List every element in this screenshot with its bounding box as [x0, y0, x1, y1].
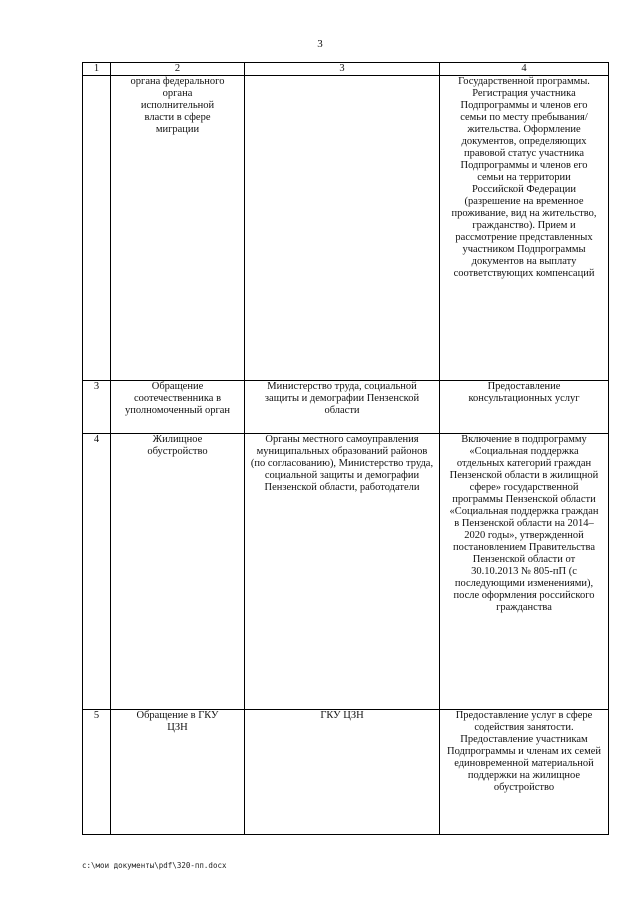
stage-cell: [111, 710, 245, 835]
table-header-row: [83, 63, 609, 76]
header-cell-2: 2: [111, 63, 245, 76]
row-number: 4: [83, 434, 111, 710]
stage-text: органа федерального органа исполнительной власти в сфере миграции: [130, 76, 225, 135]
stage-text: Обращение в ГКУ ЦЗН: [136, 710, 219, 733]
table-row: [83, 76, 609, 381]
stage-text: Жилищное обустройство: [147, 434, 208, 457]
stage-cell: [111, 76, 245, 381]
table-row: [83, 710, 609, 835]
table-row: [83, 434, 609, 710]
result-text: Предоставление услуг в сфере содействия занятости. Предоставление участникам Подпрограммы и членам их семей единовременной материальной поддержки на жилищное обустройство: [446, 710, 602, 793]
result-cell: [440, 76, 609, 381]
result-cell: [440, 434, 609, 710]
result-cell: [440, 710, 609, 835]
row-number: 3: [83, 381, 111, 434]
header-cell-1: 1: [83, 63, 111, 76]
table-row: [83, 381, 609, 434]
page-number: 3: [317, 38, 323, 50]
stage-text: Обращение соотечественника в уполномоченный орган: [124, 381, 231, 416]
executor-cell: ГКУ ЦЗН: [245, 710, 440, 835]
header-cell-3: 3: [245, 63, 440, 76]
row-number: [83, 76, 111, 381]
stage-cell: [111, 434, 245, 710]
result-text: Предоставление консультационных услуг: [468, 381, 580, 404]
file-path-footer: c:\мои документы\pdf\320-пп.docx: [82, 861, 227, 870]
executor-text: Органы местного самоуправления муниципальных образований районов (по согласованию), Министерство труда, социальной защиты и демографии Пензенской области, работодатели: [250, 434, 434, 493]
result-cell: [440, 381, 609, 434]
executor-text: Министерство труда, социальной защиты и демографии Пензенской области: [264, 381, 420, 416]
executor-cell: [245, 434, 440, 710]
executor-cell: [245, 76, 440, 381]
measures-table: [82, 62, 609, 835]
row-number: 5: [83, 710, 111, 835]
executor-cell: [245, 381, 440, 434]
stage-cell: [111, 381, 245, 434]
header-cell-4: 4: [440, 63, 609, 76]
result-text: Государственной программы. Регистрация участника Подпрограммы и членов его семьи по месту пребывания/ жительства. Оформление документов, определяющих правовой статус участника Подпрограммы и членов его семьи на территории Российской Федерации (разрешение на временное проживание, вид на жительство, гражданство). Прием и рассмотрение представленных участником Подпрограммы документов на выплату соответствующих компенсаций: [451, 76, 597, 279]
result-text: Включение в подпрограмму «Социальная поддержка отдельных категорий граждан Пензенской области в жилищной сфере» государственной программы Пензенской области «Социальная поддержка граждан в Пензенской области на 2014–2020 годы», утвержденной постановлением Правительства Пензенской области от 30.10.2013 № 805-пП (с последующими изменениями), после оформления российского гражданства: [449, 434, 599, 613]
